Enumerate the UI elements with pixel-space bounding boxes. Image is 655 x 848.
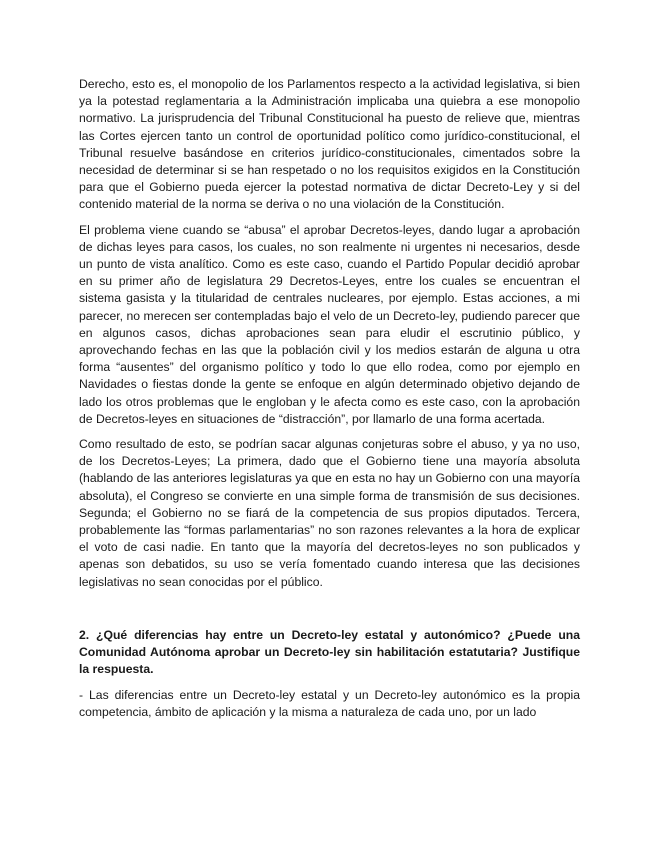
paragraph-1: Derecho, esto es, el monopolio de los Parlamentos respecto a la actividad legislativa, si bien ya la potestad reglamentaria a la Administración implicaba una quiebra a ese monopolio normativo. La jurisprudencia del Tribunal Constitucional ha puesto de relieve que, mientras las Cortes ejercen tanto un control de oportunidad político como jurídico-constitucional, el Tribunal resuelve basándose en criterios jurídico-constitucionales, cimentados sobre la necesidad de determinar si se han respetado o no los requisitos exigidos en la Constitución para que el Gobierno pueda ejercer la potestad normativa de dictar Decreto-Ley y si del contenido material de la norma se deriva o no una violación de la Constitución. [79, 77, 580, 212]
answer-paragraph: - Las diferencias entre un Decreto-ley estatal y un Decreto-ley autonómico es la propia competencia, ámbito de aplicación y la misma a naturaleza de cada uno, por un lado [79, 687, 580, 719]
question-heading: 2. ¿Qué diferencias hay entre un Decreto-ley estatal y autonómico? ¿Puede una Comunidad Autónoma aprobar un Decreto-ley sin habilitación estatutaria? Justifique la respuesta. [79, 627, 580, 677]
paragraph-3: Como resultado de esto, se podrían sacar algunas conjeturas sobre el abuso, y ya no uso, de los Decretos-Leyes; La primera, dado que el Gobierno tiene una mayoría absoluta (hablando de las anteriores legislaturas ya que en esta no hay un Gobierno con una mayoría absoluta), el Congreso se convierte en una simple forma de transmisión de sus decisiones. Segunda; el Gobierno no se fiará de la competencia de sus propios diputados. Tercera, probablemente las “formas parlamentarias” no son razones relevantes a la hora de explicar el voto de casi nadie. En tanto que la mayoría del decretos-leyes no son publicados y apenas son debatidos, su uso se vería fomentado cuando interesa que las decisiones legislativas no sean conocidas por el público. [79, 437, 580, 589]
document-page [79, 76, 580, 721]
paragraph-2: El problema viene cuando se “abusa” el aprobar Decretos-leyes, dando lugar a aprobación de dichas leyes para casos, los cuales, no son realmente ni urgentes ni necesarios, desde un punto de vista analítico. Como es este caso, cuando el Partido Popular decidió aprobar en su primer año de legislatura 29 Decretos-Leyes, entre los cuales se encuentran el sistema gasista y la titularidad de centrales nucleares, por ejemplo. Estas acciones, a mi parecer, no merecen ser contempladas bajo el velo de un Decreto-ley, pudiendo parecer que en algunos casos, dichas aprobaciones sean para eludir el escrutinio público, y aprovechando fechas en las que la población civil y los medios estarán de alguna u otra forma “ausentes” del organismo político y todo lo que ello rodea, como por ejemplo en Navidades o fiestas donde la gente se enfoque en algún determinado objetivo dejando de lado los otros problemas que le engloban y le afecta como es este caso, con la aprobación de Decretos-leyes en situaciones de “distracción”, por llamarlo de una forma acertada. [79, 222, 580, 426]
